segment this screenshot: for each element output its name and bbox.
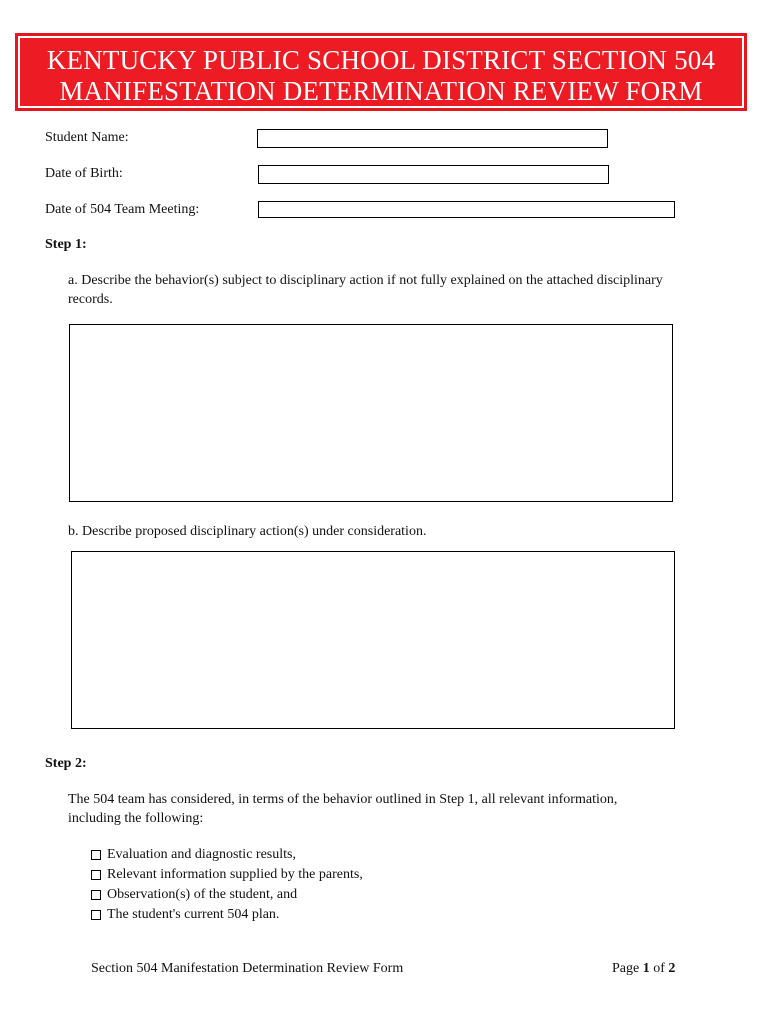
page-of: of <box>653 961 665 976</box>
date-of-birth-label: Date of Birth: <box>45 166 123 181</box>
page-total: 2 <box>668 961 676 976</box>
checklist-item <box>91 865 363 885</box>
footer-page-number <box>612 961 675 977</box>
behavior-description-textbox[interactable] <box>69 324 673 502</box>
form-title <box>18 45 744 107</box>
checkbox-evaluation-results[interactable] <box>91 850 101 860</box>
checklist-item <box>91 885 363 905</box>
checkbox-current-504-plan[interactable] <box>91 910 101 920</box>
checklist-item-label: Relevant information supplied by the parents, <box>107 867 363 882</box>
team-meeting-date-field[interactable] <box>258 201 675 218</box>
checklist-item-label: Observation(s) of the student, and <box>107 887 298 902</box>
footer-form-name: Section 504 Manifestation Determination Review Form <box>91 961 404 976</box>
student-name-label: Student Name: <box>45 130 129 145</box>
considered-information-checklist <box>91 845 363 925</box>
form-title-line-2: MANIFESTATION DETERMINATION REVIEW FORM <box>59 76 703 106</box>
proposed-action-textbox[interactable] <box>71 551 675 729</box>
step-1-heading: Step 1: <box>45 237 87 252</box>
step-1a-instructions: a. Describe the behavior(s) subject to disciplinary action if not fully explained on the attached disciplinary records. <box>68 273 663 307</box>
checklist-item-label: Evaluation and diagnostic results, <box>107 847 296 862</box>
step-2-intro: The 504 team has considered, in terms of the behavior outlined in Step 1, all relevant information, including the following: <box>68 792 618 826</box>
checkbox-parent-information[interactable] <box>91 870 101 880</box>
page-label: Page <box>612 961 640 976</box>
checklist-item <box>91 845 363 865</box>
page-current: 1 <box>642 961 650 976</box>
student-name-field[interactable] <box>257 129 608 148</box>
form-title-banner <box>15 33 747 111</box>
team-meeting-date-label: Date of 504 Team Meeting: <box>45 202 200 217</box>
form-title-line-1: KENTUCKY PUBLIC SCHOOL DISTRICT SECTION 504 <box>46 45 716 75</box>
checklist-item <box>91 905 363 925</box>
date-of-birth-field[interactable] <box>258 165 609 184</box>
step-2-heading: Step 2: <box>45 756 87 771</box>
checkbox-student-observations[interactable] <box>91 890 101 900</box>
step-1b-instructions: b. Describe proposed disciplinary action(s) under consideration. <box>68 524 427 539</box>
checklist-item-label: The student's current 504 plan. <box>107 907 280 922</box>
